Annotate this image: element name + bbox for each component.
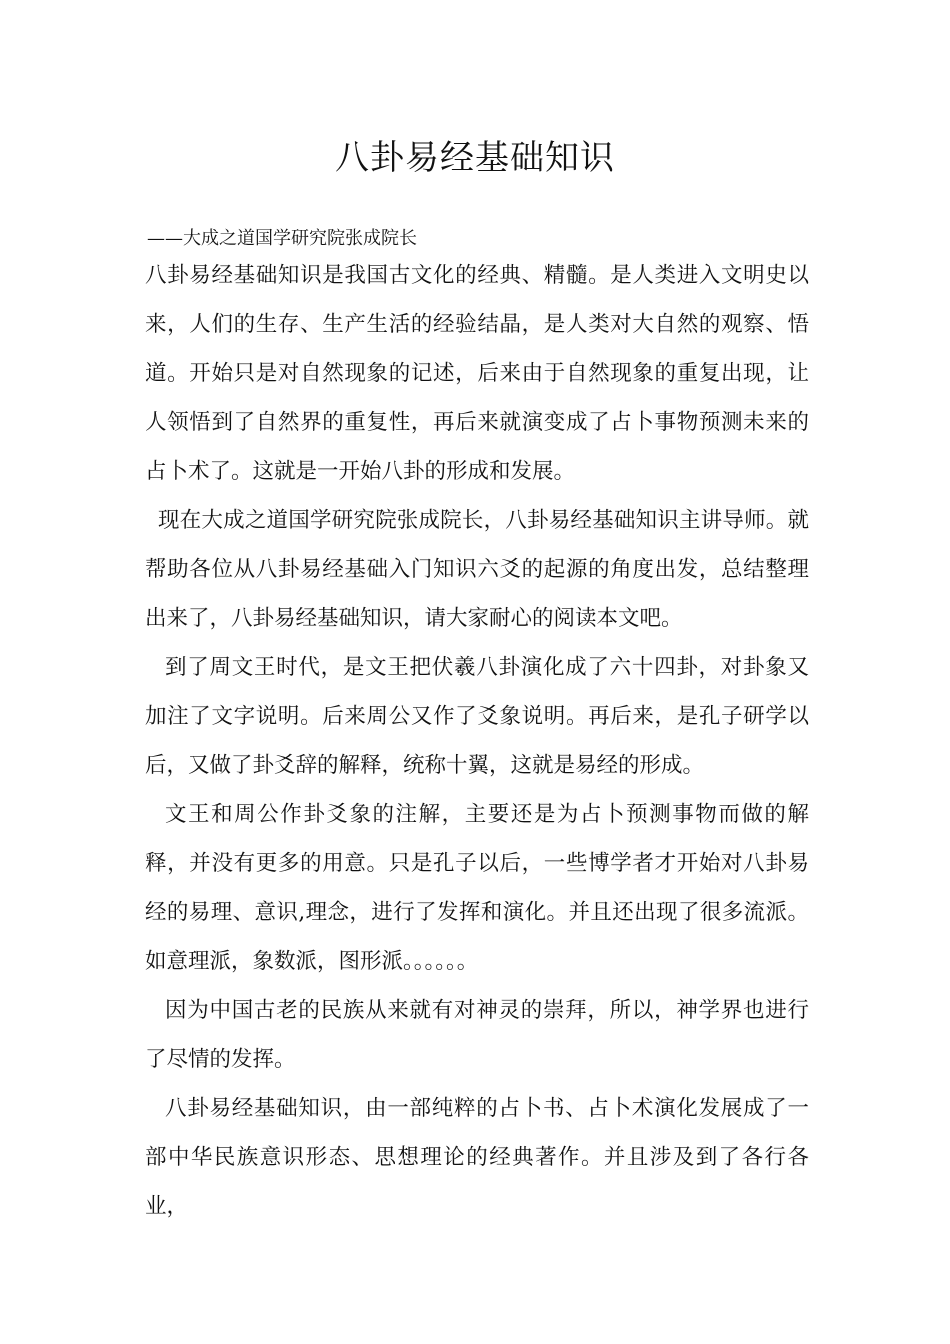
author-byline: ——大成之道国学研究院张成院长 [147, 228, 417, 249]
paragraph-4: 文王和周公作卦爻象的注解，主要还是为占卜预测事物而做的解释，并没有更多的用意。只是孔子以后，一些博学者才开始对八卦易经的易理、意识,理念，进行了发挥和演化。并且还出现了很多流派。如意理派，象数派，图形派。。。。。。 [145, 802, 809, 974]
paragraph-1: 八卦易经基础知识是我国古文化的经典、精髓。是人类进入文明史以来，人们的生存、生产生活的经验结晶，是人类对大自然的观察、悟道。开始只是对自然现象的记述，后来由于自然现象的重复出现，让人领悟到了自然界的重复性，再后来就演变成了占卜事物预测未来的占卜术了。这就是一开始八卦的形成和发展。 [145, 263, 809, 484]
paragraph-5: 因为中国古老的民族从来就有对神灵的崇拜，所以，神学界也进行了尽情的发挥。 [145, 998, 809, 1072]
paragraph-2: 现在大成之道国学研究院张成院长，八卦易经基础知识主讲导师。就帮助各位从八卦易经基础入门知识六爻的起源的角度出发，总结整理出来了，八卦易经基础知识，请大家耐心的阅读本文吧。 [145, 508, 809, 631]
paragraph-6: 八卦易经基础知识，由一部纯粹的占卜书、占卜术演化发展成了一部中华民族意识形态、思想理论的经典著作。并且涉及到了各行各业， [145, 1096, 809, 1219]
document-body [145, 251, 809, 1231]
document-title: 八卦易经基础知识 [335, 138, 615, 178]
paragraph-3: 到了周文王时代，是文王把伏羲八卦演化成了六十四卦，对卦象又加注了文字说明。后来周公又作了爻象说明。再后来，是孔子研学以后，又做了卦爻辞的解释，统称十翼，这就是易经的形成。 [145, 655, 809, 778]
